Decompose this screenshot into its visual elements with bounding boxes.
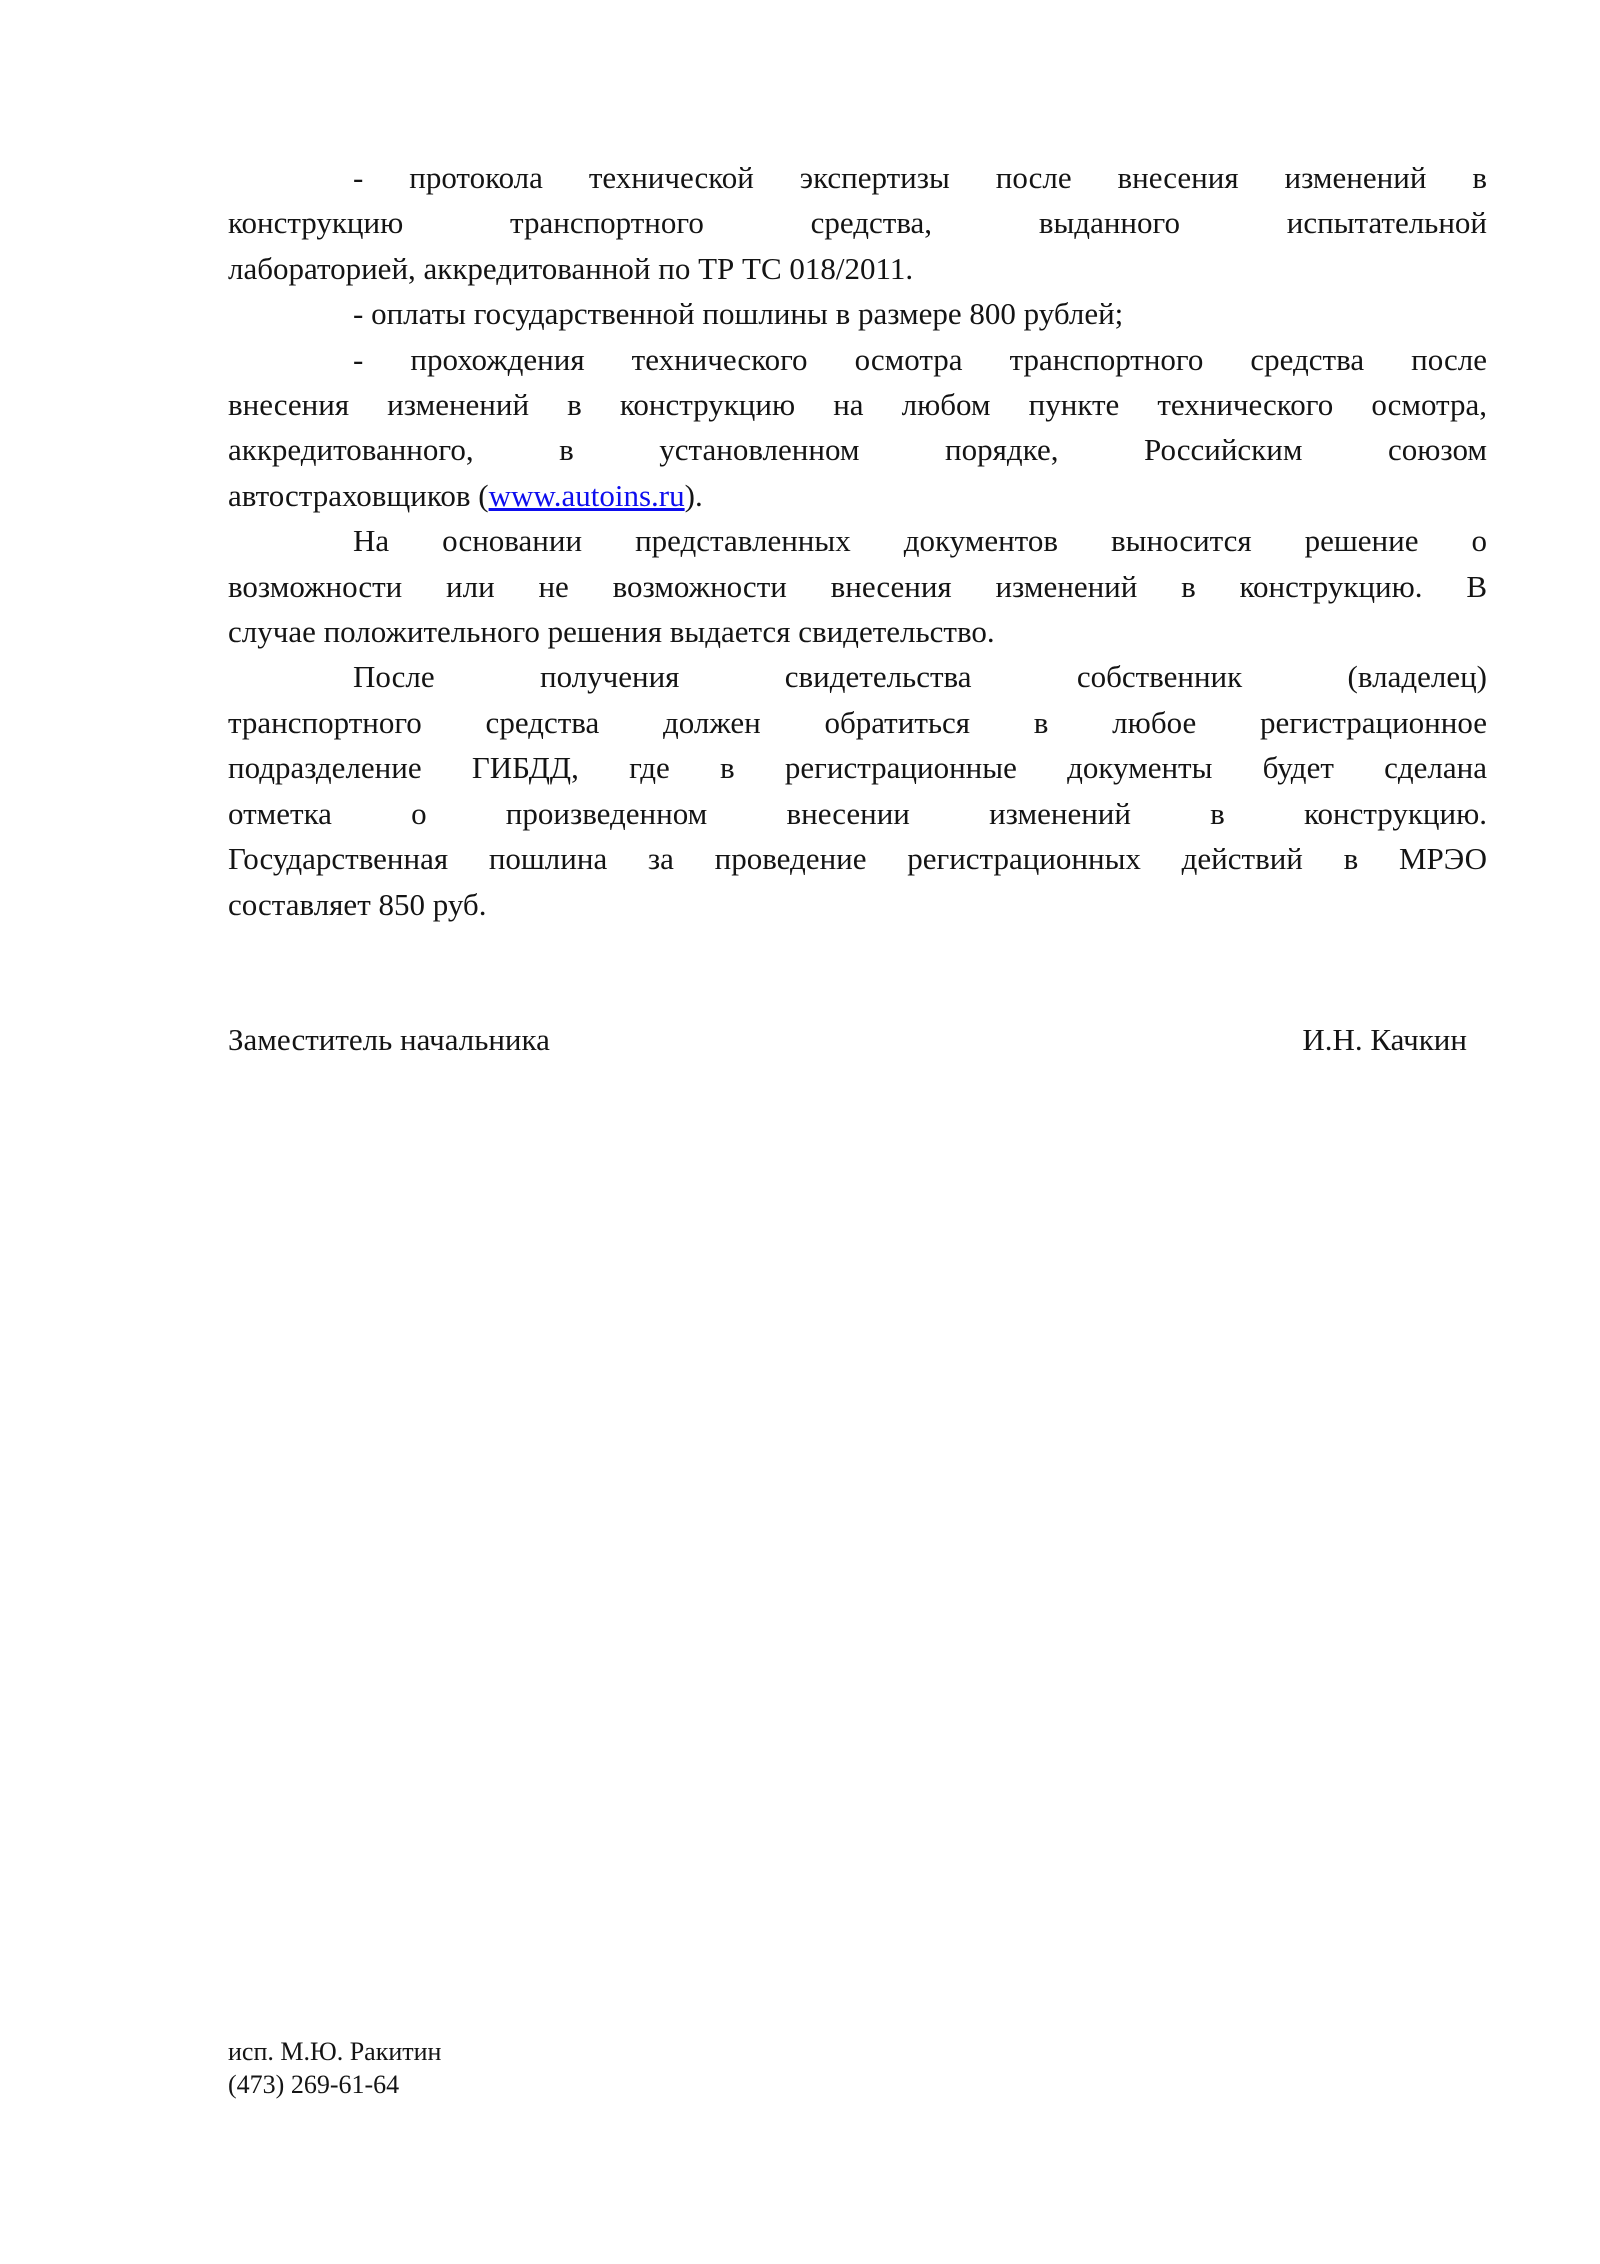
paragraph — [228, 291, 1487, 336]
text-line: составляет 850 руб. — [228, 886, 487, 922]
link-suffix-text: ). — [684, 477, 703, 513]
text-line: лабораторией, аккредитованной по ТР ТС 018/2011. — [228, 250, 914, 286]
text-line: возможности или не возможности внесения изменений в конструкцию. В — [228, 568, 1487, 604]
text-line: случае положительного решения выдается свидетельство. — [228, 614, 995, 650]
executor-name: исп. М.Ю. Ракитин — [228, 2037, 442, 2066]
signature-row — [228, 1017, 1467, 1062]
executor-footer — [228, 2035, 441, 2101]
paragraph — [228, 155, 1487, 291]
paragraph — [228, 654, 1487, 926]
text-line — [228, 473, 1487, 518]
link-prefix-text: автостраховщиков ( — [228, 477, 489, 513]
text-line: - оплаты государственной пошлины в размере 800 рублей; — [353, 296, 1124, 332]
text-line: отметка о произведенном внесении изменений в конструкцию. — [228, 795, 1487, 831]
text-line: конструкцию транспортного средства, выданного испытательной — [228, 205, 1487, 241]
executor-phone: (473) 269-61-64 — [228, 2070, 400, 2099]
signer-position-title: Заместитель начальника — [228, 1022, 550, 1057]
signer-name: И.Н. Качкин — [1302, 1022, 1467, 1057]
text-line: - прохождения технического осмотра транспортного средства после — [353, 341, 1487, 377]
text-line: аккредитованного, в установленном порядке, Российским союзом — [228, 432, 1487, 468]
autoins-link[interactable]: www.autoins.ru — [488, 477, 685, 513]
text-line: - протокола технической экспертизы после внесения изменений в — [353, 160, 1487, 195]
text-line: внесения изменений в конструкцию на любом пункте технического осмотра, — [228, 387, 1487, 423]
text-line: На основании представленных документов выносится решение о — [353, 523, 1487, 559]
document-body — [228, 155, 1487, 927]
text-line: Государственная пошлина за проведение регистрационных действий в МРЭО — [228, 841, 1487, 877]
text-line: транспортного средства должен обратиться в любое регистрационное — [228, 704, 1487, 740]
text-line: подразделение ГИБДД, где в регистрационные документы будет сделана — [228, 750, 1487, 786]
text-line: После получения свидетельства собственник (владелец) — [353, 659, 1487, 695]
paragraph — [228, 518, 1487, 654]
paragraph — [228, 337, 1487, 519]
